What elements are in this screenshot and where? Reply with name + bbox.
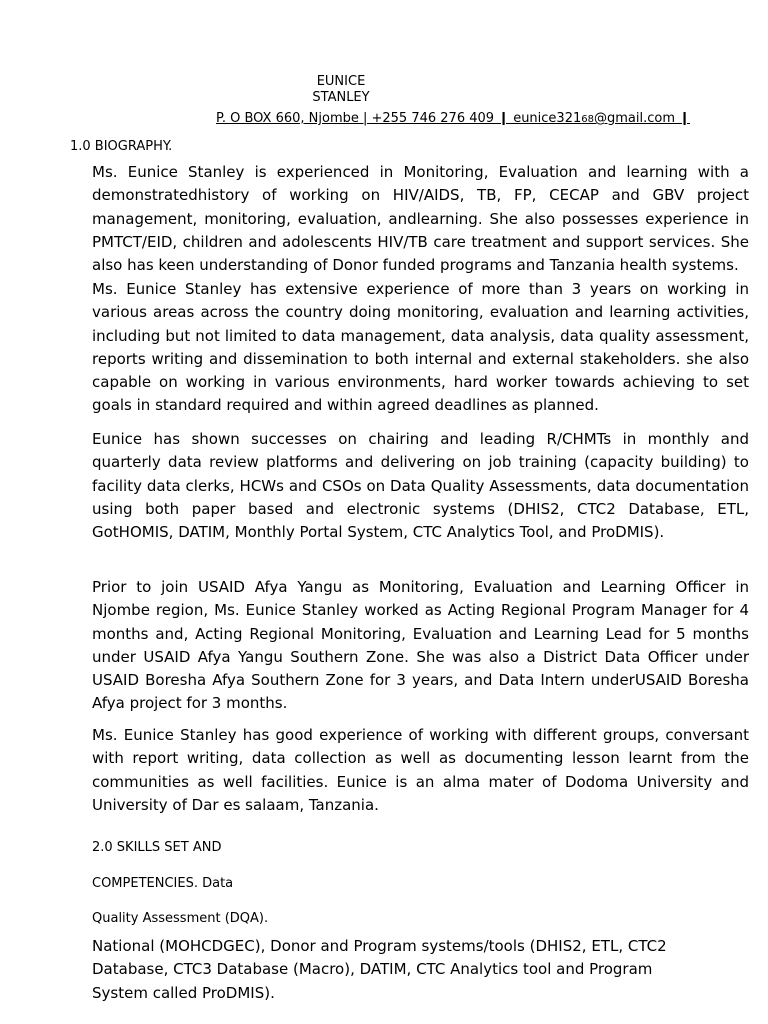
- contact-line: [216, 111, 690, 128]
- name-first: EUNICE: [316, 74, 366, 89]
- contact-end: @gmail.com ❙: [593, 111, 691, 126]
- biography-paragraph-5: [92, 724, 749, 817]
- paragraph-text: Prior to join USAID Afya Yangu as Monitoring, Evaluation and Learning Officer in Njombe region, Ms. Eunice Stanley worked as Acting Regional Program Manager for 4 months and, Acting Regional Monitoring, Evaluation and Learning Lead for 5 months under USAID Afya Yangu Southern Zone. She was also a District Data Officer under USAID Boresha Afya Southern Zone for 3 years, and Data Intern underUSAID Boresha Afya project for 3 months.: [92, 578, 749, 713]
- paragraph-text: Ms. Eunice Stanley has extensive experience of more than 3 years on working in various areas across the country doing monitoring, evaluation and learning activities, including but not limited to data management, data analysis, data quality assessment, reports writing and dissemination to both internal and external stakeholders. she also capable on working in various environments, hard worker towards achieving to set goals in standard required and within agreed deadlines as planned.: [92, 280, 749, 415]
- paragraph-text: Eunice has shown successes on chairing and leading R/CHMTs in monthly and quarterly data review platforms and delivering on job training (capacity building) to facility data clerks, HCWs and CSOs on Data Quality Assessments, data documentation using both paper based and electronic systems (DHIS2, CTC2 Database, ETL, GotHOMIS, DATIM, Monthly Portal System, CTC Analytics Tool, and ProDMIS).: [92, 430, 749, 542]
- biography-paragraph-2: [92, 278, 749, 418]
- biography-paragraph-3: [92, 428, 749, 544]
- biography-heading: 1.0 BIOGRAPHY.: [70, 139, 173, 154]
- paragraph-text: Ms. Eunice Stanley is experienced in Monitoring, Evaluation and learning with a demonstratedhistory of working on HIV/AIDS, TB, FP, CECAP and GBV project management, monitoring, evaluation, andlearning. She also possesses experience in PMTCT/EID, children and adolescents HIV/TB care treatment and support services. She also has keen understanding of Donor funded programs and Tanzania health systems.: [92, 163, 749, 275]
- contact-main: P. O BOX 660, Njombe | +255 746 276 409 ❙ eunice321: [216, 111, 582, 126]
- paragraph-text: Ms. Eunice Stanley has good experience of working with different groups, conversant with report writing, data collection as well as documenting lesson learnt from the communities as well facilities. Eunice is an alma mater of Dodoma University and University of Dar es salaam, Tanzania.: [92, 726, 749, 814]
- name-last: STANLEY: [312, 90, 370, 105]
- biography-paragraph-1: [92, 161, 749, 277]
- skills-heading: 2.0 SKILLS SET AND: [92, 840, 222, 855]
- skills-line-2: COMPETENCIES. Data: [92, 876, 234, 891]
- skills-line-3: Quality Assessment (DQA).: [92, 911, 269, 926]
- contact-small: 68: [581, 114, 594, 125]
- biography-paragraph-4: [92, 576, 749, 716]
- candidate-name: [300, 74, 382, 106]
- skills-paragraph: National (MOHCDGEC), Donor and Program systems/tools (DHIS2, ETL, CTC2 Database, CTC3 Database (Macro), DATIM, CTC Analytics tool and Program System called ProDMIS).: [92, 937, 667, 1002]
